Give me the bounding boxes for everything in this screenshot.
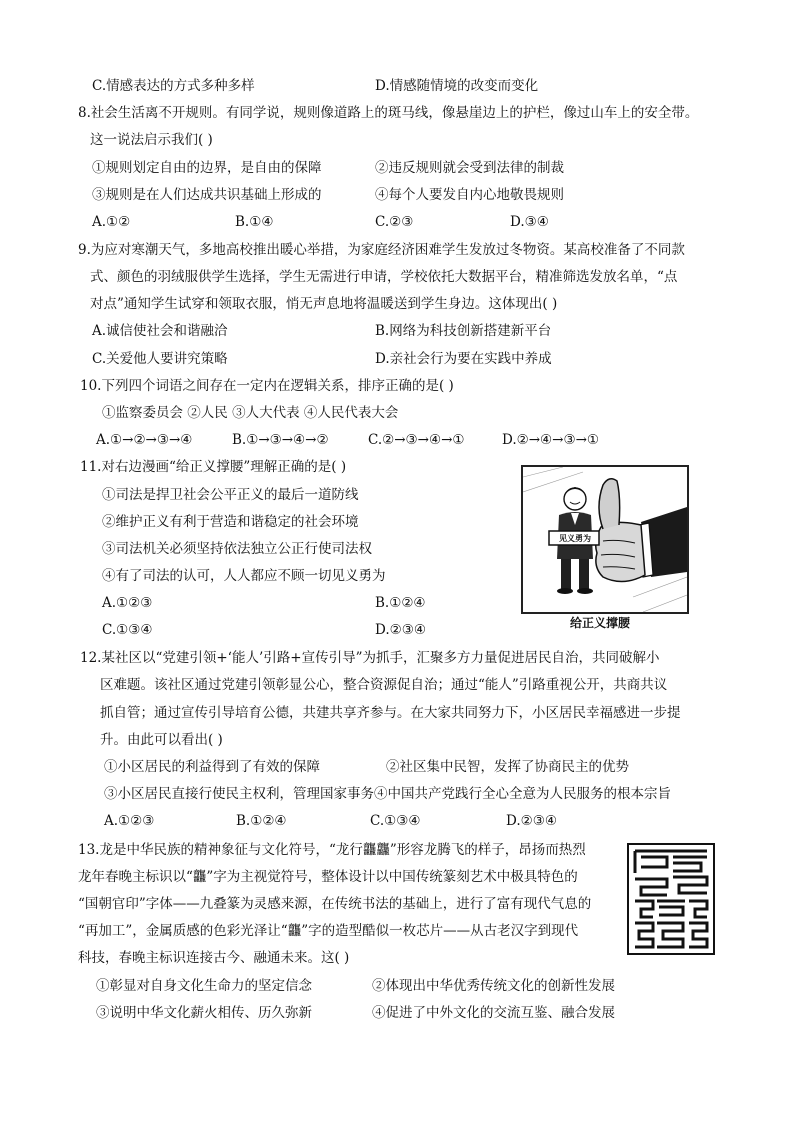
q9-stem-line2: 式、颜色的羽绒服供学生选择，学生无需进行申请，学校依托大数据平台，精准筛选发放名单，“点	[90, 269, 678, 285]
q12-item-2: ②社区集中民智，发挥了协商民主的优势	[386, 759, 629, 775]
justice-cartoon-image	[521, 465, 689, 614]
q10-option-d: D.②→④→③→①	[502, 432, 599, 448]
q13-item-2: ②体现出中华优秀传统文化的创新性发展	[372, 978, 615, 994]
long-seal-logo-image	[627, 843, 715, 955]
q8-option-b: B.①④	[235, 214, 274, 230]
q11-option-d: D.②③④	[375, 622, 426, 638]
q9-option-b: B.网络为科技创新搭建新平台	[375, 323, 552, 339]
q10-option-c: C.②→③→④→①	[368, 432, 465, 448]
q12-option-d: D.②③④	[506, 813, 557, 829]
cartoon-caption: 给正义撑腰	[570, 616, 631, 630]
q8-item-3: ③规则是在人们达成共识基础上形成的	[92, 187, 322, 203]
q11-item-3: ③司法机关必须坚持依法独立公正行使司法权	[102, 541, 372, 557]
q12-stem-line1: 12.某社区以“党建引领+‘能人’引路+宣传引导”为抓手，汇聚多方力量促进居民自治，共同破解小	[80, 650, 660, 666]
q13-stem-line3: “国朝官印”字体——九叠篆为灵感来源，在传统书法的基础上，进行了富有现代气息的	[78, 896, 592, 912]
q8-stem-line2: 这一说法启示我们( )	[90, 132, 213, 148]
q11-item-2: ②维护正义有利于营造和谐稳定的社会环境	[102, 514, 359, 530]
q11-option-b: B.①②④	[375, 595, 426, 611]
q8-item-1: ①规则划定自由的边界，是自由的保障	[92, 160, 322, 176]
q11-option-c: C.①③④	[102, 622, 153, 638]
q13-stem-line1: 13.龙是中华民族的精神象征与文化符号，“龙行龘龘”形容龙腾飞的样子，昂扬而热烈	[78, 842, 586, 858]
q11-item-4: ④有了司法的认可，人人都应不顾一切见义勇为	[102, 568, 386, 584]
q12-option-c: C.①③④	[370, 813, 421, 829]
q13-stem-line2: 龙年春晚主标识以“龘”字为主视觉符号，整体设计以中国传统篆刻艺术中极具特色的	[78, 869, 578, 885]
seal-glyph-icon	[627, 843, 715, 955]
q8-item-2: ②违反规则就会受到法律的制裁	[375, 160, 564, 176]
q12-item-1: ①小区居民的利益得到了有效的保障	[104, 759, 320, 775]
q11-item-1: ①司法是捍卫社会公平正义的最后一道防线	[102, 487, 359, 503]
q11-stem: 11.对右边漫画“给正义撑腰”理解正确的是( )	[80, 459, 347, 475]
q13-stem-line5: 科技，春晚主标识连接古今、融通未来。这( )	[78, 950, 350, 966]
q9-option-c: C.关爱他人要讲究策略	[92, 351, 228, 367]
q8-item-4: ④每个人要发自内心地敬畏规则	[375, 187, 564, 203]
thumbs-up-cartoon-icon	[523, 467, 687, 612]
q7-option-d: D.情感随情境的改变而变化	[375, 78, 539, 94]
q9-stem-line1: 9.为应对寒潮天气，多地高校推出暖心举措，为家庭经济困难学生发放过冬物资。某高校准备了不同款	[78, 242, 685, 258]
q12-stem-line2: 区难题。该社区通过党建引领彰显公心，整合资源促自治；通过“能人”引路重视公开，共商共议	[100, 677, 668, 693]
q12-stem-line3: 抓自管；通过宣传引导培育公德，共建共享齐参与。在大家共同努力下，小区居民幸福感进一步提	[100, 705, 681, 721]
q10-option-a: A.①→②→③→④	[96, 432, 193, 448]
q12-option-a: A.①②③	[104, 813, 155, 829]
q8-option-c: C.②③	[375, 214, 414, 230]
q9-option-a: A.诚信使社会和谐融洽	[92, 323, 228, 339]
q12-item-34: ③小区居民直接行使民主权利，管理国家事务④中国共产党践行全心全意为人民服务的根本宗旨	[104, 786, 671, 802]
q10-items: ①监察委员会 ②人民 ③人大代表 ④人民代表大会	[102, 405, 399, 421]
q13-item-1: ①彰显对自身文化生命力的坚定信念	[96, 978, 312, 994]
q10-option-b: B.①→③→④→②	[232, 432, 329, 448]
q8-stem-line1: 8.社会生活离不开规则。有同学说，规则像道路上的斑马线，像悬崖边上的护栏，像过山车上的安全带。	[78, 105, 699, 121]
q11-option-a: A.①②③	[102, 595, 153, 611]
q13-item-3: ③说明中华文化薪火相传、历久弥新	[96, 1005, 312, 1021]
q8-option-a: A.①②	[92, 214, 131, 230]
q12-option-b: B.①②④	[236, 813, 287, 829]
cartoon-sign-label: 见义勇为	[559, 534, 591, 543]
q13-item-4: ④促进了中外文化的交流互鉴、融合发展	[372, 1005, 615, 1021]
q10-stem: 10.下列四个词语之间存在一定内在逻辑关系，排序正确的是( )	[80, 378, 454, 394]
q13-stem-line4: “再加工”，金属质感的色彩光泽让“龘”字的造型酷似一枚芯片——从古老汉字到现代	[78, 923, 579, 939]
q9-option-d: D.亲社会行为要在实践中养成	[375, 351, 552, 367]
q7-option-c: C.情感表达的方式多种多样	[92, 78, 255, 94]
q9-stem-line3: 对点”通知学生试穿和领取衣服，悄无声息地将温暖送到学生身边。这体现出( )	[90, 296, 558, 312]
q8-option-d: D.③④	[510, 214, 549, 230]
q12-stem-line4: 升。由此可以看出( )	[100, 732, 223, 748]
